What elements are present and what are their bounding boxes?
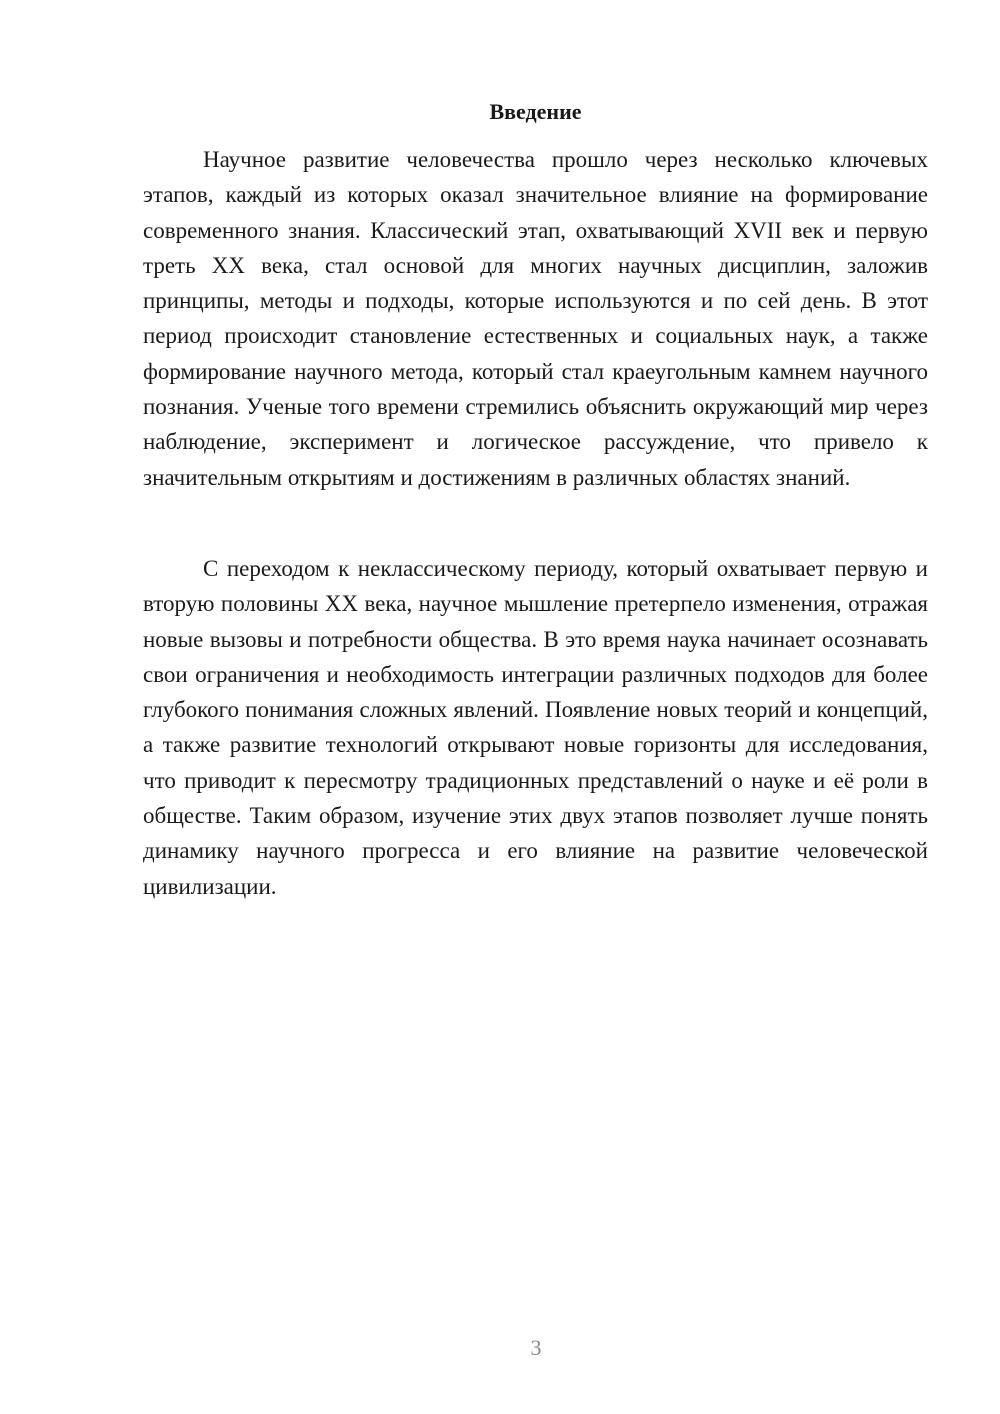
page-title: Введение: [489, 99, 582, 124]
page-number: 3: [530, 1335, 542, 1360]
paragraph-classical-period: Научное развитие человечества прошло через несколько ключевых этапов, каждый из которых оказал значительное влияние на формирование современного знания. Классический этап, охватывающий XVII век и первую треть XX века, стал основой для многих научных дисциплин, заложив принципы, методы и подходы, которые используются и по сей день. В этот период происходит становление естественных и социальных наук, а также формирование научного метода, который стал краеугольным камнем научного познания. Ученые того времени стремились объяснить окружающий мир через наблюдение, эксперимент и логическое рассуждение, что привело к значительным открытиям и достижениям в различных областях знаний.: [143, 147, 928, 490]
paragraph-nonclassical-period: С переходом к неклассическому периоду, который охватывает первую и вторую половины XX века, научное мышление претерпело изменения, отражая новые вызовы и потребности общества. В это время наука начинает осознавать свои ограничения и необходимость интеграции различных подходов для более глубокого понимания сложных явлений. Появление новых теорий и концепций, а также развитие технологий открывают новые горизонты для исследования, что приводит к пересмотру традиционных представлений о науке и её роли в обществе. Таким образом, изучение этих двух этапов позволяет лучше понять динамику научного прогресса и его влияние на развитие человеческой цивилизации.: [143, 556, 928, 899]
